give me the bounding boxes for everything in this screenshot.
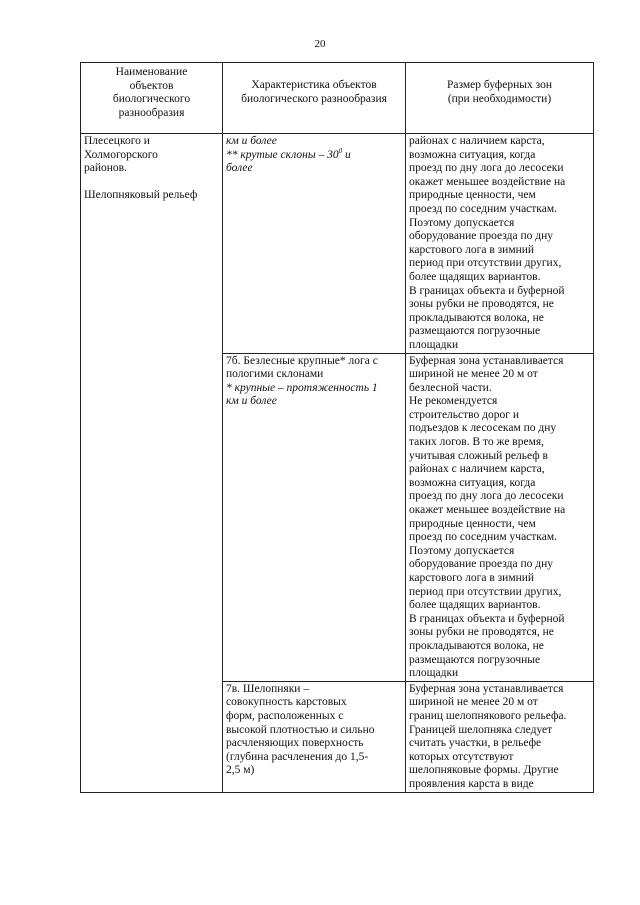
header-line: Размер буферных зон [447, 79, 552, 91]
characteristic-cell [223, 353, 406, 681]
cell-line: В границах объекта и буферной [409, 612, 565, 625]
cell-line: Буферная зона устанавливается [409, 354, 564, 367]
cell-line: площадки [409, 338, 459, 351]
cell-line: Шелопняковый рельеф [84, 189, 198, 202]
cell-line: 7в. Шелопняки – [226, 682, 310, 695]
header-buffer-size [406, 63, 594, 134]
table-header-row [81, 63, 594, 134]
cell-line: шириной не менее 20 м от [409, 696, 538, 709]
header-characteristic [223, 63, 406, 134]
header-line: разнообразия [118, 106, 185, 119]
header-line: биологического [112, 93, 191, 106]
cell-line: форм, расположенных с [226, 709, 344, 722]
header-line: биологического разнообразия [241, 92, 387, 105]
cell-line: зоны рубки не проводятся, не [409, 626, 554, 639]
cell-line: проезд по соседним участкам. [409, 531, 557, 544]
cell-line: высокой плотностью и сильно [226, 723, 375, 736]
cell-line: проезд по соседним участкам. [409, 202, 557, 215]
cell-line: более [226, 162, 253, 175]
object-name-cell [81, 134, 223, 793]
cell-line: (глубина расчленения до 1,5- [226, 750, 369, 763]
cell-line: районах с наличием карста, [409, 463, 545, 476]
cell-line: период при отсутствии других, [409, 257, 562, 270]
cell-line: ** крутые склоны – $30^0$ и [226, 146, 351, 161]
characteristic-cell [223, 681, 406, 792]
cell-line: площадки [409, 667, 459, 680]
cell-line: 7б. Безлесные крупные* лога с [226, 354, 378, 367]
cell-line: границ шелопнякового рельефа. [409, 709, 567, 722]
cell-line: * крупные – протяженность 1 [226, 381, 378, 394]
table-row [81, 134, 594, 354]
header-line: Характеристика объектов [251, 79, 377, 91]
cell-line: карстового лога в зимний [409, 572, 535, 584]
cell-line: прокладываются волока, не [409, 311, 544, 324]
cell-line: 2,5 м) [226, 764, 255, 777]
header-line: объектов [129, 79, 174, 92]
cell-line: карстового лога в зимний [409, 243, 535, 256]
cell-line: более щадящих вариантов. [409, 599, 541, 612]
cell-line: Плесецкого и [84, 135, 150, 147]
cell-line: таких логов. В то же время, [409, 436, 545, 449]
cell-line: расчленяющих поверхность [226, 737, 364, 750]
cell-line: В границах объекта и буферной [409, 284, 565, 297]
cell-line: прокладываются волока, не [409, 639, 544, 652]
cell-line: районов. [84, 162, 127, 175]
cell-line: проявления карста в виде [409, 777, 534, 790]
cell-line: природные ценности, чем [409, 189, 536, 202]
cell-line: шириной не менее 20 м от [409, 368, 538, 381]
cell-line: которых отсутствуют [409, 750, 514, 763]
cell-line: Буферная зона устанавливается [409, 682, 564, 695]
cell-line: Поэтому допускается [409, 216, 515, 229]
buffer-size-cell [406, 681, 594, 792]
cell-line: безлесной части. [409, 381, 492, 394]
cell-line: пологими склонами [226, 368, 324, 381]
cell-line: проезд по дну лога до лесосеки [409, 490, 564, 503]
cell-line: размещаются погрузочные [409, 653, 541, 666]
biodiversity-table [80, 62, 594, 793]
cell-line: строительство дорог и [409, 408, 519, 421]
cell-line: Поэтому допускается [409, 544, 515, 557]
cell-line: оборудование проезда по дну [409, 558, 553, 571]
cell-line: окажет меньшее воздействие на [409, 504, 566, 517]
cell-line: км и более [226, 135, 277, 147]
buffer-size-cell [406, 353, 594, 681]
buffer-size-cell [406, 134, 594, 354]
cell-line: возможна ситуация, когда [409, 148, 536, 161]
cell-line: подъездов к лесосекам по дну [409, 422, 557, 435]
cell-line: оборудование проезда по дну [409, 230, 553, 243]
cell-line: окажет меньшее воздействие на [409, 175, 566, 188]
cell-line: зоны рубки не проводятся, не [409, 298, 554, 311]
characteristic-cell [223, 134, 406, 354]
cell-line: районах с наличием карста, [409, 135, 545, 147]
cell-line: Не рекомендуется [409, 395, 498, 408]
cell-line: возможна ситуация, когда [409, 476, 536, 489]
cell-line: учитывая сложный рельеф в [409, 449, 548, 462]
cell-line: считать участки, в рельефе [409, 737, 542, 750]
header-line: Наименование [115, 66, 188, 78]
header-object-name [81, 63, 223, 134]
cell-line: шелопняковые формы. Другие [409, 764, 559, 777]
cell-line: проезд по дну лога до лесосеки [409, 162, 564, 175]
cell-line: размещаются погрузочные [409, 325, 541, 338]
cell-line: Холмогорского [84, 148, 158, 161]
cell-line: более щадящих вариантов. [409, 270, 541, 283]
cell-line: км и более [226, 395, 277, 408]
cell-line: природные ценности, чем [409, 517, 536, 530]
page-number: 20 [314, 38, 326, 50]
cell-line: совокупность карстовых [226, 696, 347, 709]
header-line: (при необходимости) [447, 92, 552, 105]
cell-line: период при отсутствии других, [409, 585, 562, 598]
cell-line: Границей шелопняка следует [409, 723, 553, 736]
